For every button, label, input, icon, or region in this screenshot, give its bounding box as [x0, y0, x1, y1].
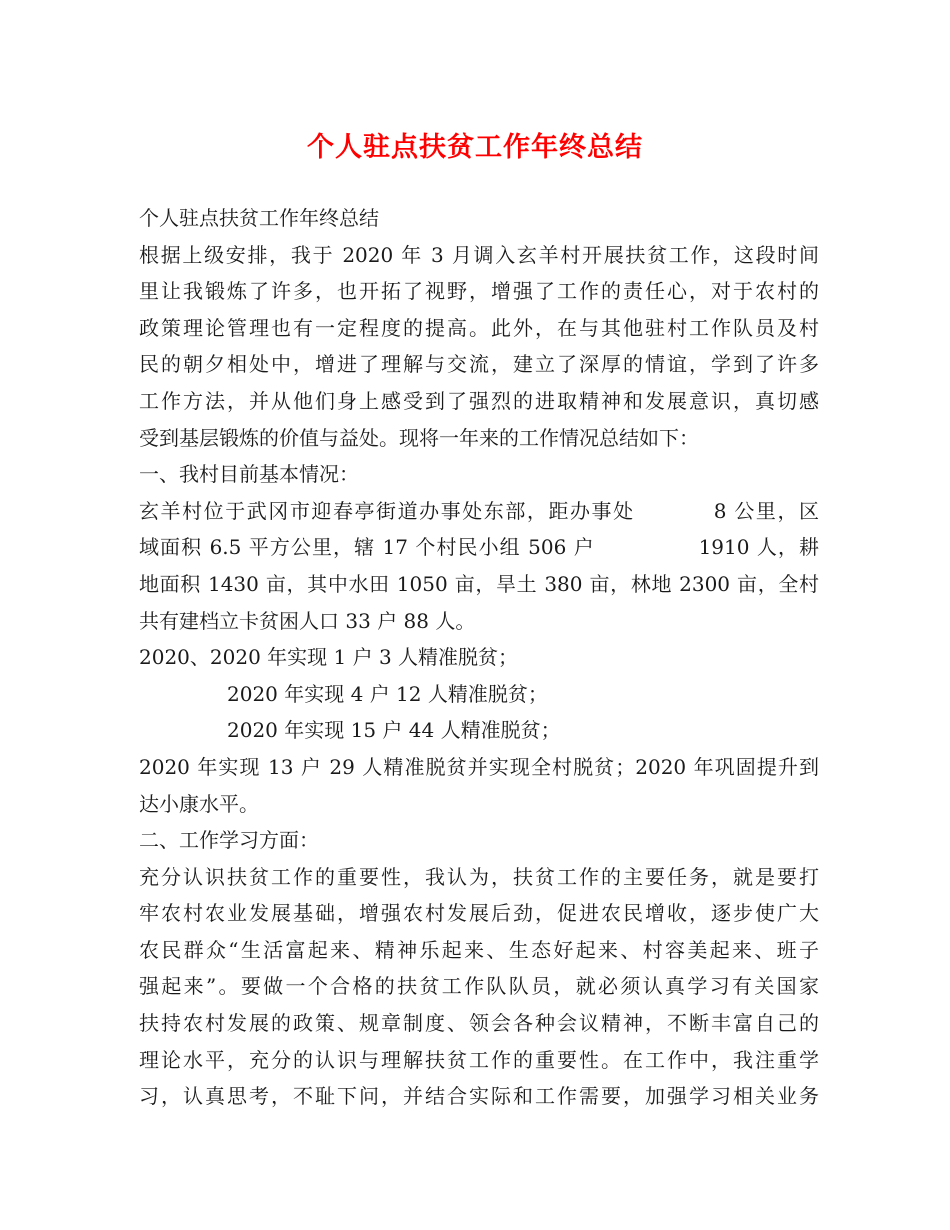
body-line: 2020 年实现 4 户 12 人精准脱贫； — [227, 681, 548, 706]
body-line: 充分认识扶贫工作的重要性，我认为，扶贫工作的主要任务，就是要打 — [139, 864, 819, 889]
document-title: 个人驻点扶贫工作年终总结 — [307, 132, 643, 163]
body-line: 政策理论管理也有一定程度的提高。此外，在与其他驻村工作队员及村 — [139, 315, 819, 340]
body-line: 受到基层锻炼的价值与益处。现将一年来的工作情况总结如下： — [139, 425, 699, 450]
body-line: 地面积 1430 亩，其中水田 1050 亩，旱土 380 亩，林地 2300 亩，全村 — [139, 571, 819, 596]
body-line: 里让我锻炼了许多，也开拓了视野，增强了工作的责任心，对于农村的 — [139, 279, 819, 304]
body-line: 民的朝夕相处中，增进了理解与交流，建立了深厚的情谊，学到了许多 — [139, 352, 819, 377]
body-line: 工作方法，并从他们身上感受到了强烈的进取精神和发展意识，真切感 — [139, 388, 819, 413]
body-line: 农民群众“生活富起来、精神乐起来、生态好起来、村容美起来、班子 — [139, 937, 819, 962]
body-line: 达小康水平。 — [139, 791, 259, 816]
body-line: 扶持农村发展的政策、规章制度、领会各种会议精神，不断丰富自己的 — [139, 1011, 819, 1036]
body-line: 个人驻点扶贫工作年终总结 — [139, 206, 379, 230]
body-line: 域面积 6.5 平方公里，辖 17 个村民小组 506 户 1910 人，耕 — [139, 535, 819, 560]
body-line: 牢农村农业发展基础，增强农村发展后劲，促进农民增收，逐步使广大 — [139, 901, 819, 926]
section-heading: 二、工作学习方面： — [139, 828, 319, 853]
body-line: 共有建档立卡贫困人口 33 户 88 人。 — [139, 608, 476, 633]
body-line: 根据上级安排，我于 2020 年 3 月调入玄羊村开展扶贫工作，这段时间 — [139, 242, 819, 267]
body-line: 玄羊村位于武冈市迎春亭街道办事处东部，距办事处 8 公里，区 — [139, 498, 819, 523]
document-body — [139, 200, 819, 1115]
section-heading: 一、我村目前基本情况： — [139, 462, 359, 487]
body-line: 习，认真思考，不耻下问，并结合实际和工作需要，加强学习相关业务 — [139, 1084, 819, 1109]
body-line: 强起来”。要做一个合格的扶贫工作队队员，就必须认真学习有关国家 — [139, 974, 819, 999]
body-line: 理论水平，充分的认识与理解扶贫工作的重要性。在工作中，我注重学 — [139, 1047, 819, 1072]
body-line: 2020 年实现 13 户 29 人精准脱贫并实现全村脱贫；2020 年巩固提升到 — [139, 754, 819, 779]
body-line: 2020、2020 年实现 1 户 3 人精准脱贫； — [139, 645, 519, 670]
body-line: 2020 年实现 15 户 44 人精准脱贫； — [227, 718, 561, 743]
